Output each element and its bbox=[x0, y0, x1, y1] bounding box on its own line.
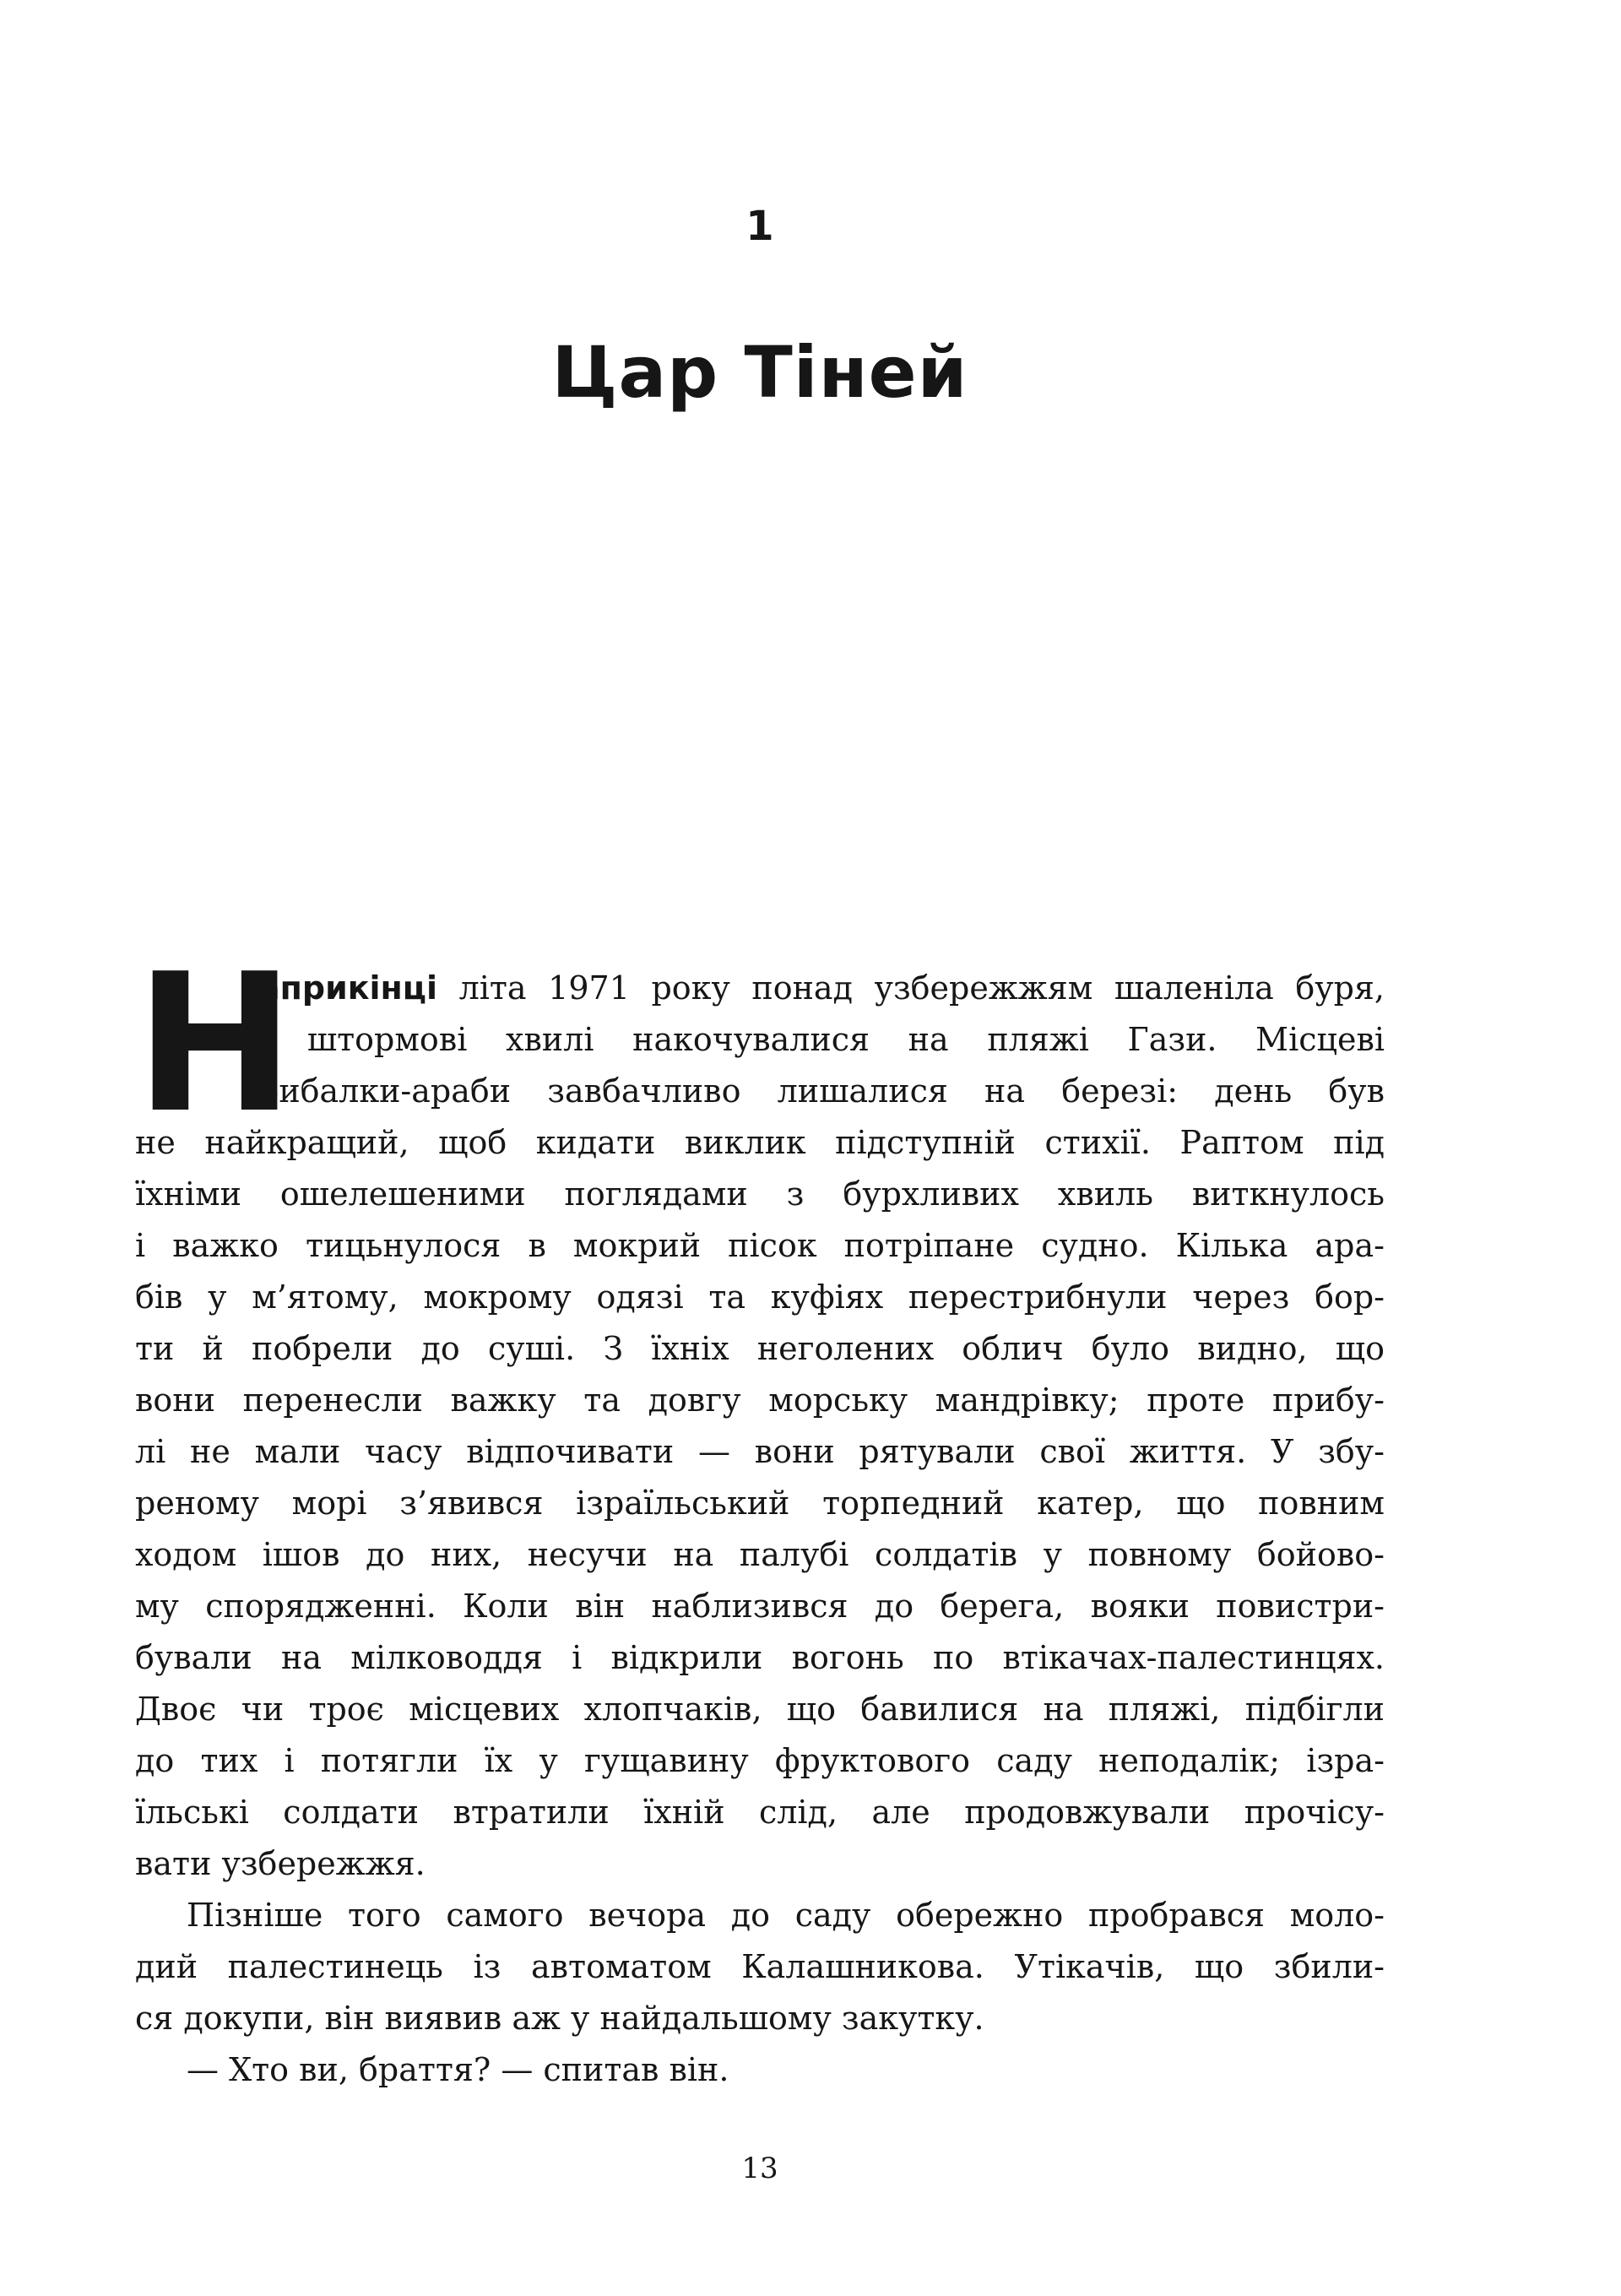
lead-in: априкінці bbox=[258, 969, 437, 1007]
drop-cap: Н bbox=[135, 933, 292, 1155]
line-text: літа 1971 року понад узбережжям шаленіла буря, bbox=[458, 969, 1385, 1007]
text-line bbox=[135, 963, 1385, 1014]
text-line: і штормові хвилі накочувалися на пляжі Гази. Місцеві bbox=[258, 1021, 1385, 1058]
text-line: реному морі з’явився ізраїльський торпедний катер, що повним bbox=[135, 1485, 1385, 1522]
text-line: Пізніше того самого вечора до саду обережно пробрався моло- bbox=[187, 1897, 1385, 1934]
page-number: 13 bbox=[741, 2152, 778, 2185]
text-line: ходом ішов до них, несучи на палубі солдатів у повному бойово- bbox=[135, 1536, 1385, 1573]
text-line: Двоє чи троє місцевих хлопчаків, що бавилися на пляжі, підбігли bbox=[135, 1691, 1385, 1728]
text-line: і важко тицьнулося в мокрий пісок потріпане судно. Кілька ара- bbox=[135, 1227, 1385, 1264]
chapter-number: 1 bbox=[745, 203, 774, 250]
text-line: бували на мілководдя і відкрили вогонь по втікачах-палестинцях. bbox=[135, 1639, 1385, 1676]
chapter-title: Цар Тіней bbox=[551, 331, 968, 414]
text-line: їхніми ошелешеними поглядами з бурхливих хвиль виткнулось bbox=[135, 1175, 1385, 1213]
text-line: му спорядженні. Коли він наблизився до берега, вояки повистри- bbox=[135, 1588, 1385, 1625]
text-line: їльські солдати втратили їхній слід, але продовжували прочісу- bbox=[135, 1794, 1385, 1831]
text-line: — Хто ви, браття? — спитав він. bbox=[187, 2051, 729, 2088]
text-line: не найкращий, щоб кидати виклик підступній стихії. Раптом під bbox=[135, 1124, 1385, 1161]
text-line: до тих і потягли їх у гущавину фруктового саду неподалік; ізра- bbox=[135, 1742, 1385, 1779]
text-line: ти й побрели до суші. З їхніх неголених облич було видно, що bbox=[135, 1330, 1385, 1367]
text-line: вати узбережжя. bbox=[135, 1845, 426, 1882]
text-line: дий палестинець із автоматом Калашникова. Утікачів, що збили- bbox=[135, 1948, 1385, 1985]
text-line: вони перенесли важку та довгу морську мандрівку; проте прибу- bbox=[135, 1381, 1385, 1419]
text-line: бів у м’ятому, мокрому одязі та куфіях перестрибнули через бор- bbox=[135, 1278, 1385, 1316]
text-line: ся докупи, він виявив аж у найдальшому закутку. bbox=[135, 2000, 984, 2037]
body-text bbox=[135, 933, 1385, 2096]
text-line: лі не мали часу відпочивати — вони рятували свої життя. У збу- bbox=[135, 1433, 1385, 1470]
text-line: рибалки-араби завбачливо лишалися на березі: день був bbox=[258, 1072, 1385, 1110]
